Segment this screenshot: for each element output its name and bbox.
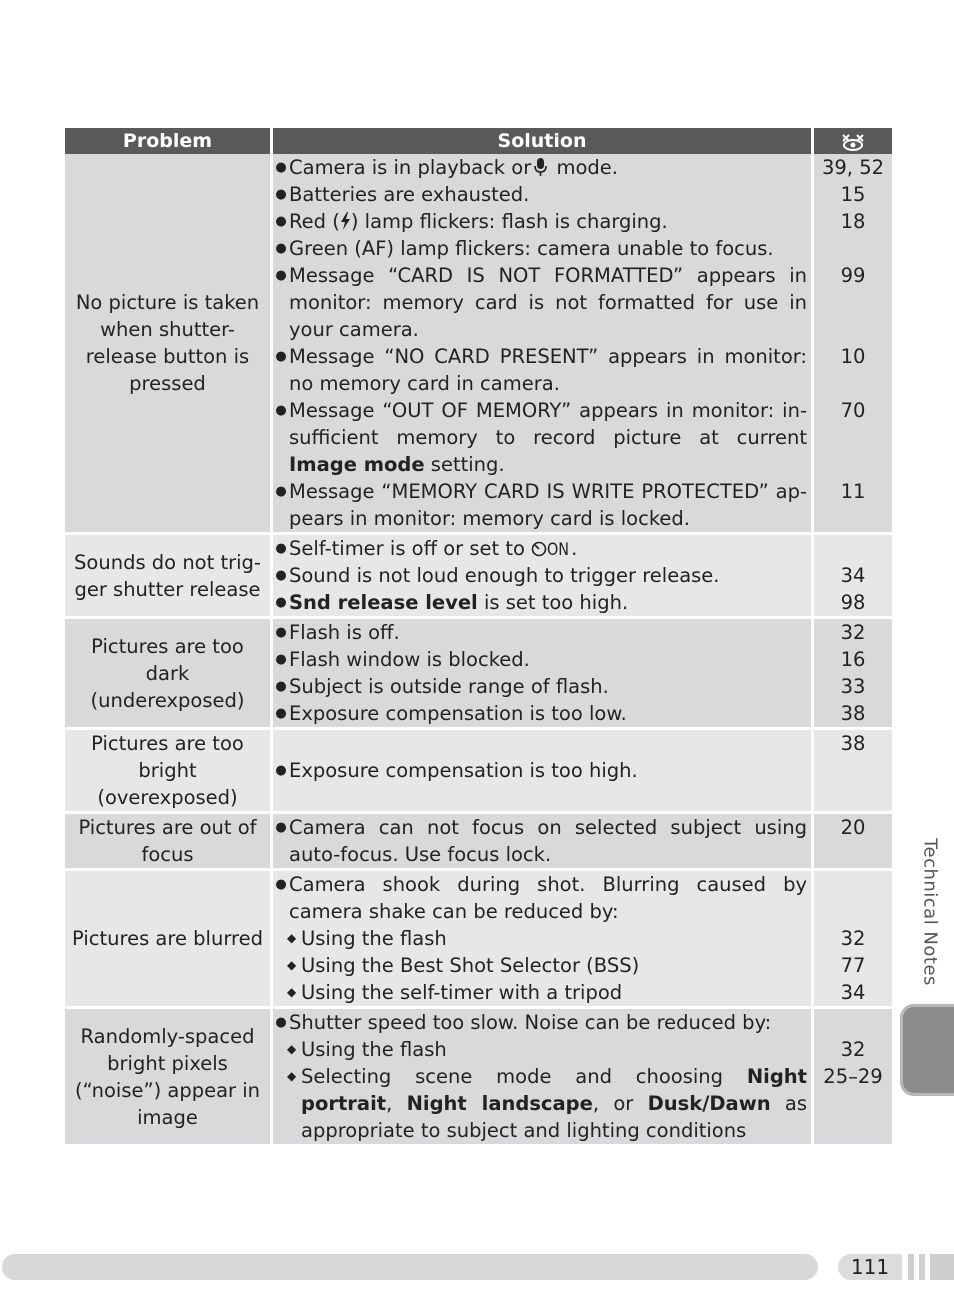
table-row bbox=[65, 619, 892, 730]
reference-slot bbox=[814, 589, 892, 616]
solution-cell bbox=[273, 730, 811, 814]
page-ref-number: 77 bbox=[840, 954, 866, 977]
text-segment: Green (AF) lamp flickers: camera unable to focus. bbox=[289, 237, 774, 260]
bold-term: Night landscape bbox=[406, 1092, 593, 1115]
page-ref-number: 33 bbox=[840, 675, 866, 698]
solution-cell bbox=[273, 154, 811, 535]
text-segment: Using the Best Shot Selector (BSS) bbox=[301, 954, 640, 977]
solution-header: Solution bbox=[273, 128, 811, 154]
bullet-item bbox=[273, 562, 807, 589]
reference-slot bbox=[814, 397, 892, 478]
reference-slot bbox=[814, 814, 892, 868]
reference-slot bbox=[814, 181, 892, 208]
sub-item bbox=[273, 979, 807, 1006]
problem-cell: No picture is taken when shutter-release button is pressed bbox=[65, 154, 270, 535]
text-segment: Shutter speed too slow. Noise can be reduced by: bbox=[289, 1011, 772, 1034]
text-segment: Camera can not focus on selected subject using auto-focus. Use focus lock. bbox=[289, 816, 807, 866]
reference-cell bbox=[814, 535, 892, 619]
item-text bbox=[301, 952, 807, 979]
reference-slot bbox=[814, 730, 892, 757]
table-row bbox=[65, 814, 892, 871]
item-text bbox=[289, 871, 807, 925]
bullet-item bbox=[273, 262, 807, 343]
sub-item bbox=[273, 925, 807, 952]
text-segment: , or bbox=[592, 1092, 648, 1115]
solution-cell bbox=[273, 1009, 811, 1147]
table-row bbox=[65, 871, 892, 1009]
item-text bbox=[289, 262, 807, 343]
text-segment: Message “CARD IS NOT FORMATTED” appears in monitor: memory card is not formatted for use in your camera. bbox=[289, 264, 807, 341]
item-text bbox=[289, 814, 807, 868]
page-ref-number: 32 bbox=[840, 621, 866, 644]
bullet-item bbox=[273, 235, 807, 262]
reference-slot bbox=[814, 673, 892, 700]
bullet-icon: ● bbox=[275, 241, 287, 256]
bullet-icon: ● bbox=[275, 1015, 287, 1030]
bullet-icon: ● bbox=[275, 187, 287, 202]
bold-term: Dusk/Dawn bbox=[647, 1092, 771, 1115]
page-ref-number: 32 bbox=[840, 927, 866, 950]
text-segment: , bbox=[386, 1092, 407, 1115]
bullet-icon: ● bbox=[275, 484, 287, 499]
reference-slot bbox=[814, 154, 892, 181]
reference-slot bbox=[814, 979, 892, 1006]
text-segment: Flash window is blocked. bbox=[289, 648, 530, 671]
bullet-item bbox=[273, 397, 807, 478]
bullet-icon: ● bbox=[275, 214, 287, 229]
reference-slot bbox=[814, 262, 892, 343]
bullet-item bbox=[273, 757, 807, 784]
bullet-item bbox=[273, 589, 807, 616]
diamond-bullet-icon: ◆ bbox=[287, 931, 297, 945]
page-ref-number: 99 bbox=[840, 264, 866, 287]
text-segment: as appropriate to subject and lighting conditions bbox=[301, 1092, 807, 1142]
item-text bbox=[289, 562, 807, 589]
item-text bbox=[289, 208, 807, 235]
reference-cell bbox=[814, 619, 892, 730]
bullet-item bbox=[273, 646, 807, 673]
bullet-item bbox=[273, 700, 807, 727]
reference-slot bbox=[814, 646, 892, 673]
page-ref-number: 34 bbox=[840, 564, 866, 587]
problem-cell: Pictures are out of focus bbox=[65, 814, 270, 871]
reference-cell bbox=[814, 154, 892, 535]
bold-term: Image mode bbox=[289, 453, 425, 476]
reference-slot bbox=[814, 700, 892, 727]
item-text bbox=[289, 700, 807, 727]
item-text bbox=[289, 589, 807, 616]
solution-cell bbox=[273, 814, 811, 871]
sub-item bbox=[273, 1036, 807, 1063]
text-segment: Message “NO CARD PRESENT” appears in monitor: no memory card in camera. bbox=[289, 345, 807, 395]
sub-item bbox=[273, 952, 807, 979]
bullet-icon: ● bbox=[275, 820, 287, 835]
text-segment: mode. bbox=[550, 156, 618, 179]
table-row bbox=[65, 154, 892, 535]
reference-slot bbox=[814, 478, 892, 532]
table-row bbox=[65, 730, 892, 814]
page-ref-number: 70 bbox=[840, 399, 866, 422]
problem-header: Problem bbox=[65, 128, 270, 154]
reference-slot bbox=[814, 1036, 892, 1063]
bullet-icon: ● bbox=[275, 706, 287, 721]
bullet-icon: ● bbox=[275, 652, 287, 667]
reference-slot bbox=[814, 535, 892, 562]
text-segment: Exposure compensation is too high. bbox=[289, 759, 638, 782]
page-ref-number bbox=[814, 535, 892, 562]
text-segment: Selecting scene mode and choosing bbox=[301, 1065, 747, 1088]
text-segment: Using the self-timer with a tripod bbox=[301, 981, 623, 1004]
bullet-icon: ● bbox=[275, 160, 287, 175]
bullet-icon: ● bbox=[275, 763, 287, 778]
microphone-icon bbox=[531, 156, 550, 179]
footer-stripe bbox=[908, 1254, 914, 1280]
text-segment: Message “MEMORY CARD IS WRITE PROTECTED” ap-pears in monitor: memory card is locked. bbox=[289, 480, 807, 530]
item-text bbox=[301, 925, 807, 952]
item-text bbox=[289, 1009, 807, 1036]
page-ref-number bbox=[814, 1009, 892, 1036]
table-row bbox=[65, 1009, 892, 1147]
sub-item bbox=[273, 1063, 807, 1144]
reference-slot bbox=[814, 235, 892, 262]
diamond-bullet-icon: ◆ bbox=[287, 1069, 297, 1083]
footer-stripe bbox=[919, 1254, 925, 1280]
reference-slot bbox=[814, 619, 892, 646]
diamond-bullet-icon: ◆ bbox=[287, 1042, 297, 1056]
bullet-item bbox=[273, 208, 807, 235]
text-segment: Camera shook during shot. Blurring caused by camera shake can be reduced by: bbox=[289, 873, 807, 923]
text-segment: Camera is in playback or bbox=[289, 156, 532, 179]
bullet-item bbox=[273, 535, 807, 562]
bullet-item bbox=[273, 871, 807, 925]
text-segment: ) lamp flickers: flash is charging. bbox=[350, 210, 668, 233]
bullet-icon: ● bbox=[275, 625, 287, 640]
text-segment: Using the flash bbox=[301, 927, 447, 950]
item-text bbox=[289, 154, 807, 181]
page-ref-number: 38 bbox=[840, 732, 866, 755]
troubleshooting-table bbox=[62, 128, 895, 1147]
reference-slot bbox=[814, 1009, 892, 1036]
page-ref-number: 39, 52 bbox=[821, 156, 885, 179]
text-segment: Flash is off. bbox=[289, 621, 400, 644]
flash-icon bbox=[340, 210, 351, 233]
text-segment: Batteries are exhausted. bbox=[289, 183, 530, 206]
bullet-item bbox=[273, 1009, 807, 1036]
reference-cell bbox=[814, 871, 892, 1009]
bullet-item bbox=[273, 181, 807, 208]
page-ref-number: 38 bbox=[840, 702, 866, 725]
solution-cell bbox=[273, 619, 811, 730]
text-segment: Message “OUT OF MEMORY” appears in monitor: in-sufficient memory to record picture at current bbox=[289, 399, 807, 449]
problem-cell: Pictures are too bright (overexposed) bbox=[65, 730, 270, 814]
bullet-item bbox=[273, 673, 807, 700]
problem-cell: Pictures are blurred bbox=[65, 871, 270, 1009]
footer-stripe bbox=[930, 1254, 954, 1280]
text-segment: . bbox=[571, 537, 578, 560]
reference-cell bbox=[814, 730, 892, 814]
item-text bbox=[301, 979, 807, 1006]
page-reference-icon bbox=[814, 128, 892, 154]
page-ref-number: 20 bbox=[840, 816, 866, 839]
reference-slot bbox=[814, 562, 892, 589]
item-text bbox=[289, 619, 807, 646]
page-ref-number bbox=[814, 871, 892, 898]
diamond-bullet-icon: ◆ bbox=[287, 958, 297, 972]
page-number: 111 bbox=[838, 1254, 902, 1280]
table-row bbox=[65, 535, 892, 619]
reference-slot bbox=[814, 925, 892, 952]
self-timer-on-icon bbox=[531, 537, 571, 560]
text-segment: setting. bbox=[424, 453, 505, 476]
bold-term: Night portrait bbox=[301, 1065, 807, 1115]
section-tab bbox=[900, 1004, 954, 1096]
reference-slot bbox=[814, 343, 892, 397]
page-ref-number: 25–29 bbox=[823, 1065, 883, 1088]
page-ref-number bbox=[814, 235, 892, 262]
reference-slot bbox=[814, 952, 892, 979]
bullet-icon: ● bbox=[275, 349, 287, 364]
page-ref-number: 34 bbox=[840, 981, 866, 1004]
item-text bbox=[289, 235, 807, 262]
problem-cell: Sounds do not trig-ger shutter release bbox=[65, 535, 270, 619]
bullet-icon: ● bbox=[275, 541, 287, 556]
reference-slot bbox=[814, 1063, 892, 1144]
item-text bbox=[301, 1063, 807, 1144]
table-header bbox=[65, 128, 892, 154]
item-text bbox=[289, 343, 807, 397]
text-segment: Using the flash bbox=[301, 1038, 447, 1061]
item-text bbox=[289, 397, 807, 478]
footer-bar bbox=[2, 1254, 818, 1280]
bullet-icon: ● bbox=[275, 595, 287, 610]
page-ref-number: 18 bbox=[840, 210, 866, 233]
solution-cell bbox=[273, 871, 811, 1009]
item-text bbox=[289, 673, 807, 700]
bullet-icon: ● bbox=[275, 679, 287, 694]
page-ref-number: 15 bbox=[840, 183, 866, 206]
problem-cell: Pictures are too dark (underexposed) bbox=[65, 619, 270, 730]
reference-cell bbox=[814, 1009, 892, 1147]
bullet-icon: ● bbox=[275, 877, 287, 892]
text-segment: Red ( bbox=[289, 210, 340, 233]
reference-slot bbox=[814, 871, 892, 925]
item-text bbox=[289, 646, 807, 673]
page-ref-number: 32 bbox=[840, 1038, 866, 1061]
page-ref-number: 16 bbox=[840, 648, 866, 671]
bullet-item bbox=[273, 154, 807, 181]
text-segment: Subject is outside range of flash. bbox=[289, 675, 609, 698]
bullet-item bbox=[273, 619, 807, 646]
reference-cell bbox=[814, 814, 892, 871]
svg-text:ON: ON bbox=[547, 540, 570, 558]
text-segment: Exposure compensation is too low. bbox=[289, 702, 627, 725]
item-text bbox=[301, 1036, 807, 1063]
bullet-item bbox=[273, 343, 807, 397]
bullet-item bbox=[273, 814, 807, 868]
reference-slot bbox=[814, 208, 892, 235]
text-segment: Self-timer is off or set to bbox=[289, 537, 532, 560]
page-ref-number: 10 bbox=[840, 345, 866, 368]
diamond-bullet-icon: ◆ bbox=[287, 985, 297, 999]
page-ref-number: 98 bbox=[840, 591, 866, 614]
item-text bbox=[289, 181, 807, 208]
item-text bbox=[289, 757, 807, 784]
item-text bbox=[289, 478, 807, 532]
bullet-icon: ● bbox=[275, 403, 287, 418]
bullet-icon: ● bbox=[275, 568, 287, 583]
bold-term: Snd release level bbox=[289, 591, 478, 614]
text-segment: is set too high. bbox=[477, 591, 629, 614]
page-ref-number: 11 bbox=[840, 480, 866, 503]
item-text bbox=[289, 535, 807, 562]
section-side-label: Technical Notes bbox=[919, 838, 941, 986]
problem-cell: Randomly-spaced bright pixels (“noise”) appear in image bbox=[65, 1009, 270, 1147]
bullet-item bbox=[273, 478, 807, 532]
bullet-icon: ● bbox=[275, 268, 287, 283]
text-segment: Sound is not loud enough to trigger release. bbox=[289, 564, 720, 587]
solution-cell bbox=[273, 535, 811, 619]
